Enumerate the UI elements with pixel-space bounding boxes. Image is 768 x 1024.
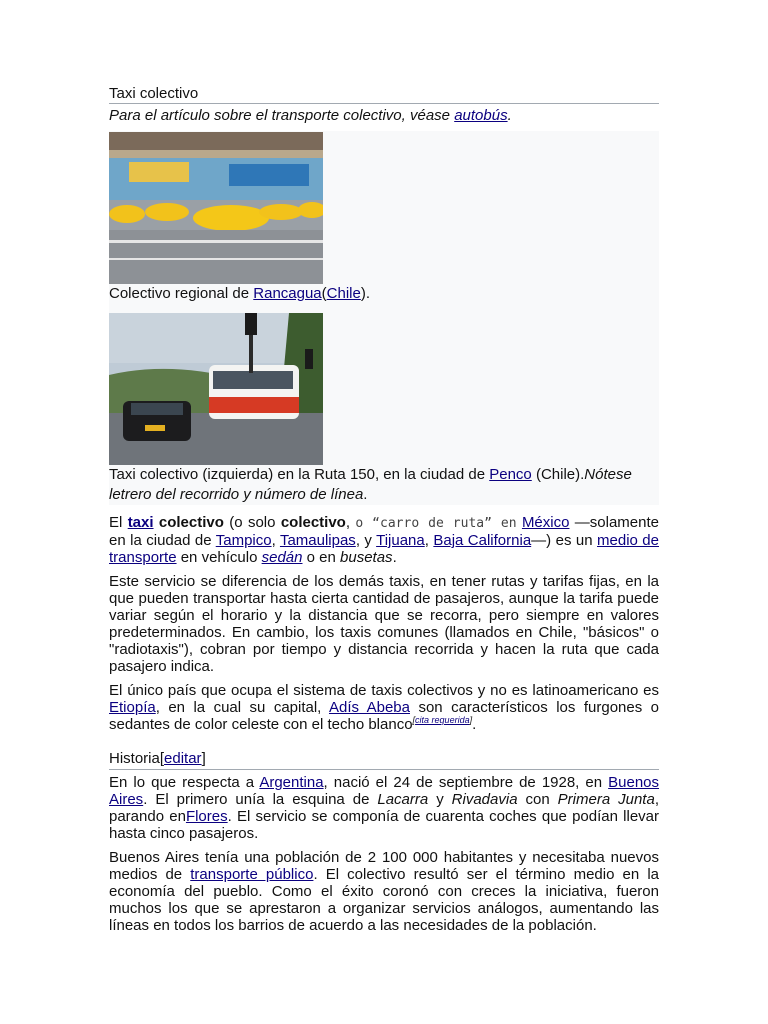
figure-box bbox=[109, 131, 659, 505]
article bbox=[109, 84, 659, 941]
link-mexico[interactable]: México bbox=[521, 514, 570, 531]
caption-text: (Chile). bbox=[531, 466, 585, 483]
paragraph-difference: Este servicio se diferencia de los demás taxis, en tener rutas y tarifas fijas, en la que pueden transportar hasta cierta cantidad de pasajeros, aunque la tarifa puede variar según el horario y la distancia que se recorra, pero siempre en valores predeterminados. En cambio, los taxis comunes (llamados en Chile, "básicos" o "radiotaxis"), cobran por tiempo y distancia recorrida y hacen la ruta que cada pasajero indica. bbox=[109, 573, 659, 675]
road-taxi-bus-photo bbox=[109, 313, 323, 465]
paragraph-intro bbox=[109, 514, 659, 566]
paragraph-population bbox=[109, 849, 659, 934]
text: , y bbox=[355, 532, 377, 549]
text: Buenos Aires tenía una población de 2 100 000 habitantes y necesitaba nuevos medios de bbox=[109, 849, 659, 883]
link-transporte-publico[interactable]: transporte público bbox=[190, 866, 314, 883]
section-title: Historia bbox=[109, 750, 160, 767]
bold-text: colectivo bbox=[153, 514, 224, 531]
hatnote-suffix: . bbox=[507, 107, 512, 124]
figure2-caption bbox=[109, 465, 659, 505]
link-text: sedán bbox=[261, 549, 303, 566]
text: , bbox=[271, 532, 280, 549]
link-penco[interactable]: Penco bbox=[489, 466, 532, 483]
text: , nació el 24 de septiembre de 1928, en bbox=[323, 774, 609, 791]
link-adis-abeba[interactable]: Adís Abeba bbox=[328, 699, 410, 716]
link-etiopia[interactable]: Etiopía bbox=[109, 699, 156, 716]
text: . El colectivo resultó ser el término medio en la economía del pueblo. Como el éxito coronó con creces la iniciativa, fueron muchos los que se aprestaron a organizar servicios análogos, aumentando las líneas en todos los barrios de acuerdo a las necesidades de la población. bbox=[109, 866, 660, 934]
bracket: ] bbox=[201, 750, 206, 767]
edit-section-link[interactable]: editar bbox=[164, 750, 202, 767]
figure1-caption bbox=[109, 284, 659, 304]
citation-needed bbox=[413, 715, 473, 725]
caption-italic: Nótese letrero del recorrido y número de línea bbox=[109, 466, 632, 503]
caption-text: . bbox=[363, 486, 368, 503]
paragraph-ethiopia bbox=[109, 682, 659, 733]
link-baja-california[interactable]: Baja California bbox=[433, 532, 532, 549]
italic-text: Primera Junta bbox=[557, 791, 655, 808]
link-tijuana[interactable]: Tijuana bbox=[376, 532, 425, 549]
link-sedan[interactable] bbox=[262, 549, 303, 566]
link-autobus[interactable]: autobús bbox=[454, 107, 508, 124]
text: En lo que respecta a bbox=[109, 774, 260, 791]
text: —solamente en la ciudad de bbox=[109, 514, 660, 549]
bracket: [ bbox=[159, 750, 165, 767]
link-tampico[interactable]: Tampico bbox=[215, 532, 272, 549]
hatnote-text: Para el artículo sobre el transporte colectivo, véase bbox=[109, 107, 455, 124]
text: , bbox=[424, 532, 434, 549]
bracket: [ bbox=[412, 715, 416, 725]
caption-text: ). bbox=[360, 285, 371, 302]
link-cita-requerida[interactable]: cita requerida bbox=[415, 715, 470, 725]
caption-text: ( bbox=[321, 285, 327, 302]
bracket: ] bbox=[469, 715, 473, 725]
mono-text: o “carro de ruta” en bbox=[355, 516, 517, 531]
text: son característicos los furgones o sedantes de color celeste con el techo blanco bbox=[109, 699, 660, 733]
link-chile[interactable]: Chile bbox=[326, 285, 361, 302]
text: con bbox=[517, 791, 558, 808]
text: y bbox=[428, 791, 452, 808]
text: , bbox=[345, 514, 356, 531]
italic-text: Rivadavia bbox=[451, 791, 518, 808]
text: . bbox=[392, 549, 397, 566]
text: —) es un bbox=[531, 532, 598, 549]
caption-text: Taxi colectivo (izquierda) en la Ruta 150, en la ciudad de bbox=[109, 466, 490, 483]
paragraph-argentina bbox=[109, 774, 659, 842]
text: , parando en bbox=[109, 791, 659, 825]
bold-text: colectivo bbox=[280, 514, 346, 531]
text: El único país que ocupa el sistema de taxis colectivos y no es latinoamericano es bbox=[109, 682, 659, 699]
italic-text: busetas bbox=[340, 549, 393, 566]
page-title: Taxi colectivo bbox=[109, 84, 659, 104]
text: . El servicio se componía de cuarenta coches que podían llevar hasta cinco pasajeros. bbox=[109, 808, 659, 842]
link-rancagua[interactable]: Rancagua bbox=[253, 285, 322, 302]
caption-text: Colectivo regional de bbox=[109, 285, 254, 302]
text: , en la cual su capital, bbox=[155, 699, 329, 716]
text: o en bbox=[302, 549, 341, 566]
text: (o solo bbox=[223, 514, 281, 531]
text: . El primero unía la esquina de bbox=[143, 791, 378, 808]
section-heading-historia bbox=[109, 749, 659, 770]
link-taxi[interactable] bbox=[128, 514, 154, 531]
italic-text: Lacarra bbox=[377, 791, 429, 808]
text: en vehículo bbox=[176, 549, 262, 566]
text: . bbox=[472, 716, 477, 733]
taxi-rank-photo bbox=[109, 132, 323, 284]
text: El bbox=[109, 514, 128, 531]
link-flores[interactable]: Flores bbox=[185, 808, 228, 825]
link-medio-de-transporte[interactable]: medio de transporte bbox=[109, 532, 659, 566]
hatnote bbox=[109, 106, 659, 125]
link-tamaulipas[interactable]: Tamaulipas bbox=[279, 532, 356, 549]
link-buenos-aires[interactable]: Buenos Aires bbox=[109, 774, 660, 808]
link-argentina[interactable]: Argentina bbox=[259, 774, 324, 791]
link-text: taxi bbox=[127, 514, 154, 531]
